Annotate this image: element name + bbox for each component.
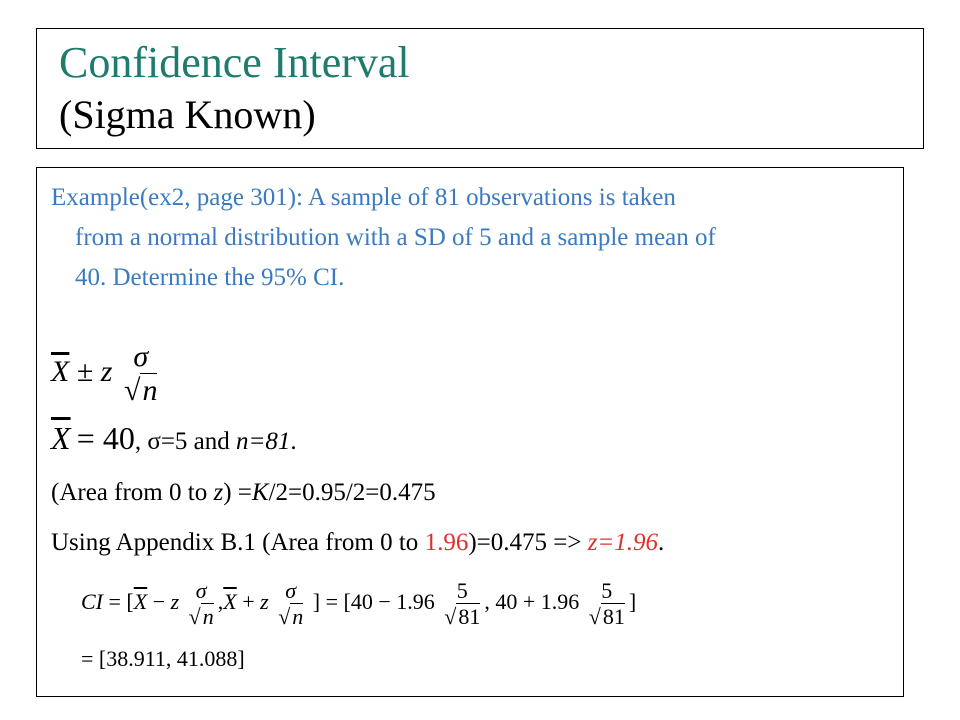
title-box <box>36 28 924 149</box>
ci-five-2: 5 <box>601 578 613 603</box>
appendix-line <box>51 529 664 557</box>
appendix-z-result: z=1.96 <box>587 529 659 556</box>
area-prefix: (Area from 0 to <box>51 479 214 506</box>
z-symbol: z <box>100 354 113 388</box>
ci-minus: − <box>152 589 166 615</box>
plus-minus-symbol: ± <box>76 354 94 388</box>
appendix-value: 1.96 <box>424 529 469 556</box>
ci-sigma-1: σ <box>195 578 207 603</box>
area-z: z <box>213 479 224 506</box>
ci-open: = [ <box>108 589 134 615</box>
ci-general-formula <box>51 340 161 408</box>
sigma-over-root-n <box>120 340 161 408</box>
given-n: n=81 <box>236 428 291 455</box>
sigma-symbol: σ <box>133 340 149 373</box>
ci-frac-4 <box>585 578 629 630</box>
ci-frac-2 <box>274 578 307 630</box>
slide-subtitle: (Sigma Known) <box>59 92 316 137</box>
ci-root-n-2: √n <box>278 604 304 629</box>
area-k: K <box>251 479 269 506</box>
area-suffix: /2=0.95/2=0.475 <box>268 479 436 506</box>
root-n <box>120 374 161 408</box>
ci-lower-expr: 40 − 1.96 <box>350 589 435 615</box>
sqrt-sign: √n <box>123 374 158 407</box>
slide-title: Confidence Interval <box>59 38 410 87</box>
given-sigma: , σ=5 and <box>134 428 237 455</box>
example-line-2: from a normal distribution with a SD of 5 and a sample mean of <box>75 224 716 251</box>
example-line-1: Example(ex2, page 301): A sample of 81 observations is taken <box>51 184 676 211</box>
ci-close: ] <box>628 589 637 615</box>
ci-label: CI <box>81 589 103 615</box>
appendix-prefix: Using Appendix B.1 (Area from 0 to <box>51 529 425 556</box>
xbar-given-symbol: $\overline{X}$ <box>51 420 71 456</box>
ci-z-1: z <box>170 589 180 615</box>
ci-comma: , <box>217 589 224 615</box>
ci-xbar-1: $\overline{X}$ <box>133 589 148 615</box>
ci-frac-1 <box>185 578 218 630</box>
ci-result: = [38.911, 41.088] <box>81 646 245 671</box>
area-line <box>51 479 436 507</box>
ci-root-n-1: √n <box>188 604 214 629</box>
ci-root81-2: √81 <box>588 604 625 629</box>
ci-frac-3 <box>440 578 484 630</box>
ci-xbar-2: $\overline{X}$ <box>223 589 237 615</box>
ci-plus: + <box>242 589 255 615</box>
ci-five-1: 5 <box>456 578 468 603</box>
ci-close-eq: ] = [ <box>312 589 351 615</box>
ci-sigma-2: σ <box>285 578 297 603</box>
ci-upper-expr: , 40 + 1.96 <box>484 589 580 615</box>
ci-root81-1: √81 <box>444 604 481 629</box>
example-line-3: 40. Determine the 95% CI. <box>75 264 345 291</box>
content-box <box>36 167 904 697</box>
xbar-zero: 0 <box>118 420 135 456</box>
appendix-mid: )=0.475 => <box>468 529 588 556</box>
ci-z-2: z <box>260 589 269 615</box>
xbar-symbol: $\overline{X}$ <box>51 354 70 388</box>
area-mid: ) = <box>223 479 252 506</box>
given-period: . <box>290 428 297 455</box>
ci-computation <box>81 578 636 630</box>
xbar-equals: = 4 <box>76 420 119 456</box>
example-text <box>51 178 896 298</box>
given-values <box>51 420 297 457</box>
appendix-period: . <box>658 529 665 556</box>
